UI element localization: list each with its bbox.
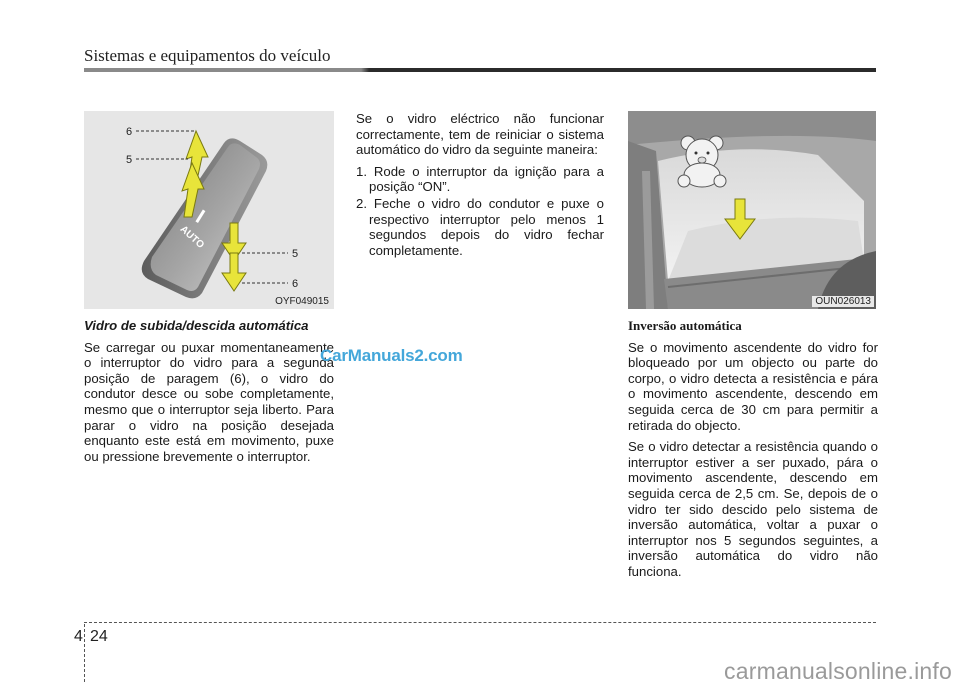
window-switch-figure (84, 111, 334, 309)
watermark-link[interactable]: CarManuals2.com (320, 346, 463, 365)
label-down-inner: 5 (292, 248, 299, 260)
figure-code: OYF049015 (275, 296, 329, 307)
auto-window-heading: Vidro de subida/descida automática (84, 318, 309, 333)
footer-rule (84, 622, 876, 623)
page-number: 24 (90, 628, 108, 645)
site-watermark: carmanualsonline.info (724, 658, 952, 684)
page-header-title: Sistemas e equipamentos do veículo (84, 46, 331, 65)
label-down-outer: 6 (292, 278, 299, 290)
auto-label: AUTO (177, 223, 206, 251)
auto-reverse-paragraph-1: Se o movimento ascendente do vidro for bloqueado por um objecto ou parte do corpo, o vidro detecta a resistência e pára o movimento ascendente, descendo em seguida cerca de 30 cm para permitir a retirada do objecto. (628, 339, 878, 433)
auto-reverse-heading: Inversão automática (628, 318, 742, 333)
column-1 (84, 318, 334, 470)
down-arrow-outer-icon (222, 253, 246, 291)
car-interior-illustration (628, 111, 876, 309)
reset-intro-paragraph: Se o vidro eléctrico não funcionar correctamente, tem de reiniciar o sistema automático do vidro da seguinte maneira: (356, 111, 604, 158)
label-up-inner: 5 (126, 154, 133, 166)
list-item: 1. Rode o interruptor da ignição para a posição “ON”. (356, 163, 604, 195)
chapter-number: 4 (74, 628, 83, 645)
column-3 (628, 318, 878, 586)
window-switch-illustration (84, 111, 334, 309)
list-item: 2. Feche o vidro do condutor e puxe o respectivo interruptor pelo menos 1 segundos depois do vidro fechar completamente. (356, 195, 604, 258)
label-up-outer: 6 (126, 126, 133, 138)
figure-code: OUN026013 (812, 296, 874, 307)
auto-reverse-paragraph-2: Se o vidro detectar a resistência quando o interruptor estiver a ser puxado, pára o movimento ascendente, descendo em seguida cerca de 2,5 cm. Se, depois de o vidro ter sido descido pelo sistema de inversão automática, voltar a puxar o interruptor nos 5 segundos seguintes, a inversão automática do vidro não funciona. (628, 439, 878, 579)
auto-window-paragraph: Se carregar ou puxar momentaneamente o interruptor do vidro para a segunda posição de paragem (6), o vidro do condutor desce ou sobe completamente, mesmo que o interruptor seja liberto. Para parar o vidro na posição desejada enquanto este está em movimento, puxe ou pressione brevemente o interruptor. (84, 339, 334, 464)
footer-divider (84, 624, 85, 682)
reset-steps-list (356, 164, 604, 259)
car-window-figure (628, 111, 876, 309)
header-rule (84, 68, 876, 72)
column-2 (356, 111, 604, 259)
